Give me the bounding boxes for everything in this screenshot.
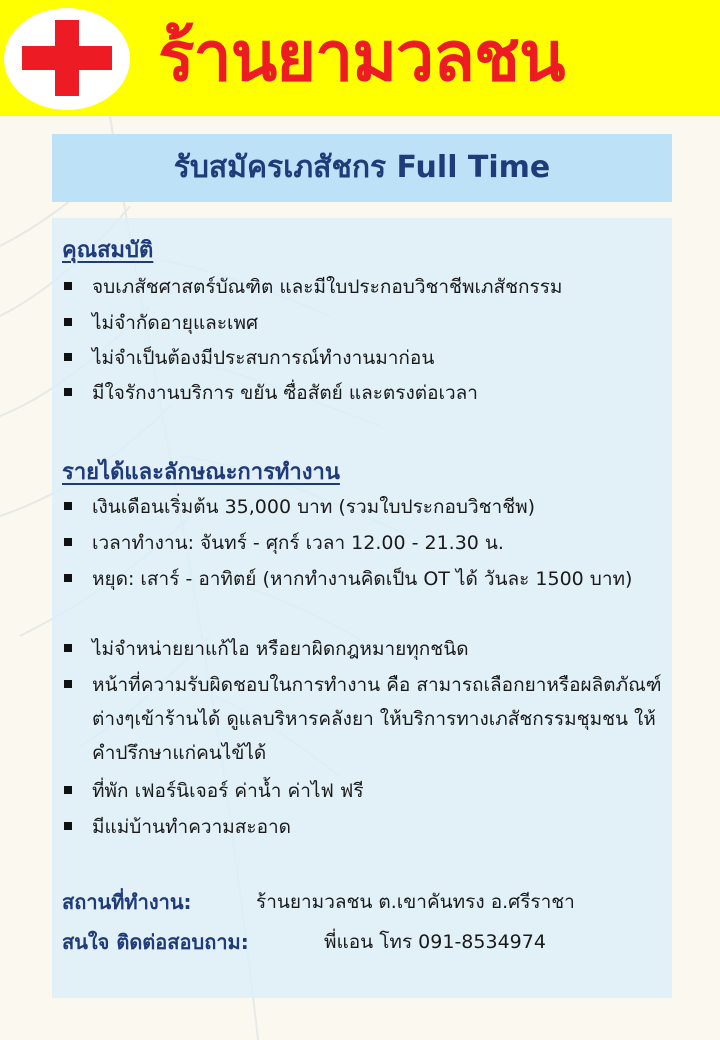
job-details-heading: รายได้และลักษณะการทำงาน (62, 460, 340, 485)
bullet-icon (64, 282, 72, 290)
bullet-icon (64, 353, 72, 361)
location-value: ร้านยามวลชน ต.เขาคันทรง อ.ศรีราชา (256, 891, 575, 913)
bullet-icon (64, 680, 72, 688)
list-item: ที่พัก เฟอร์นิเจอร์ ค่าน้ำ ค่าไฟ ฟรี (52, 774, 662, 808)
phone-contact: พี่แอน โทร 091-8534974 (324, 931, 546, 953)
bullet-icon (64, 574, 72, 582)
header-bar (0, 0, 720, 116)
shop-name: ร้านยามวลชน (158, 18, 565, 97)
bullet-icon (64, 786, 72, 794)
bullet-icon (64, 388, 72, 396)
list-item: หยุด: เสาร์ - อาทิตย์ (หากทำงานคิดเป็น OT ได้ วันละ 1500 บาท) (52, 562, 662, 596)
bullet-icon (64, 318, 72, 326)
bullet-icon (64, 538, 72, 546)
list-item: มีใจรักงานบริการ ขยัน ซื่อสัตย์ และตรงต่อเวลา (52, 376, 662, 410)
location-label: สถานที่ทำงาน: (62, 890, 192, 914)
content-panel (52, 218, 672, 998)
list-item: จบเภสัชศาสตร์บัณฑิต และมีใบประกอบวิชาชีพเภสัชกรรม (52, 270, 662, 304)
list-item: ไม่จำกัดอายุและเพศ (52, 306, 662, 340)
list-item: ไม่จำเป็นต้องมีประสบการณ์ทำงานมาก่อน (52, 341, 662, 375)
list-item: ไม่จำหน่ายยาแก้ไอ หรือยาผิดกฎหมายทุกชนิด (52, 632, 662, 666)
bullet-icon (64, 644, 72, 652)
red-cross-icon-bar (22, 46, 112, 70)
list-item: หน้าที่ความรับผิดชอบในการทำงาน คือ สามารถเลือกยาหรือผลิตภัณฑ์ต่างๆเข้าร้านได้ ดูแลบริหารคลังยา ให้บริการทางเภสัชกรรมชุมชน ให้คำปรึกษาแก่คนไข้ได้ (52, 668, 662, 770)
inquiry-label: สนใจ ติดต่อสอบถาม: (62, 930, 249, 954)
bullet-icon (64, 822, 72, 830)
list-item: เงินเดือนเริ่มต้น 35,000 บาท (รวมใบประกอบวิชาชีพ) (52, 490, 662, 524)
qualifications-heading: คุณสมบัติ (62, 238, 154, 263)
bullet-icon (64, 502, 72, 510)
job-banner: รับสมัครเภสัชกร Full Time (52, 134, 672, 202)
list-item: เวลาทำงาน: จันทร์ - ศุกร์ เวลา 12.00 - 21.30 น. (52, 526, 662, 560)
list-item: มีแม่บ้านทำความสะอาด (52, 810, 662, 844)
